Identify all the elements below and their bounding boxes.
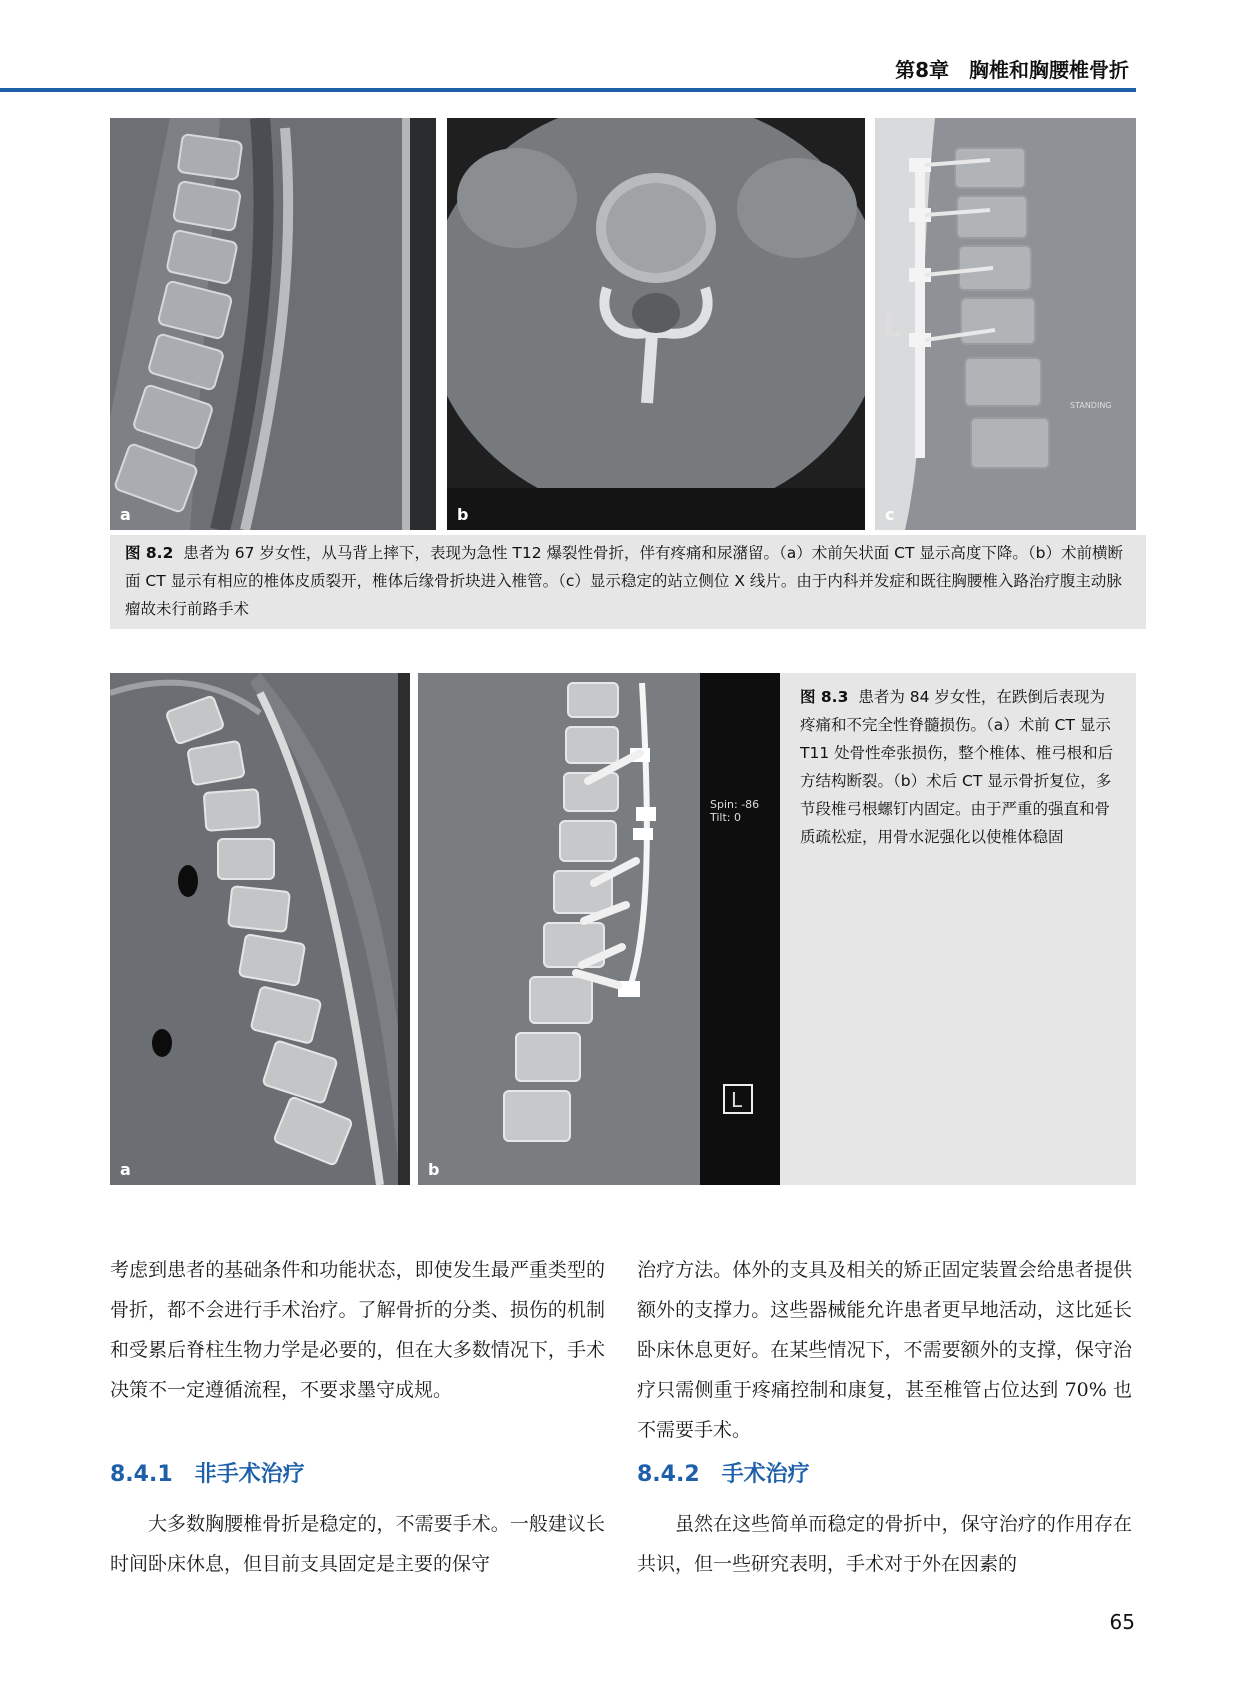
section-8-4-2-heading (637, 1457, 810, 1488)
xray-l-marker: L (883, 309, 903, 344)
panel-label-b-fig3: b (428, 1160, 440, 1179)
figure-8-3-panel-b (418, 673, 780, 1185)
figure-8-2-number: 图 8.2 (125, 544, 174, 562)
sagittal-ct-image (110, 118, 436, 530)
postop-sagittal-ct-image (418, 673, 780, 1185)
preop-sagittal-ct-image (110, 673, 410, 1185)
xray-standing-text: STANDING (1070, 401, 1112, 410)
panel-label-b: b (457, 505, 469, 524)
section-8-4-2-number: 8.4.2 (637, 1462, 700, 1487)
header-rule (0, 88, 1136, 92)
section-8-4-2-text: 虽然在这些简单而稳定的骨折中，保守治疗的作用存在共识，但一些研究表明，手术对于外在因素的 (637, 1513, 1132, 1575)
figure-8-3-panel-a (110, 673, 410, 1185)
chapter-header: 第8章 胸椎和胸腰椎骨折 (895, 58, 1129, 82)
page-number: 65 (1109, 1610, 1135, 1634)
section-8-4-1-heading (110, 1457, 305, 1488)
section-8-4-1-text: 大多数胸腰椎骨折是稳定的，不需要手术。一般建议长时间卧床休息，但目前支具固定是主要的保守 (110, 1513, 605, 1575)
figure-8-2-panel-c (875, 118, 1136, 530)
spin-text: Spin: -86 (710, 798, 760, 811)
panel-label-a: a (120, 505, 131, 524)
figure-8-2-panel-b (447, 118, 865, 530)
figure-8-3-caption-text: 患者为 84 岁女性，在跌倒后表现为疼痛和不完全性脊髓损伤。（a）术前 CT 显示 T11 处骨性牵张损伤，整个椎体、椎弓根和后方结构断裂。（b）术后 CT 显示骨折复位，多节段椎弓根螺钉内固定。由于严重的强直和骨质疏松症，用骨水泥强化以使椎体稳固 (800, 688, 1114, 846)
lateral-xray-image (875, 118, 1136, 530)
section-8-4-1-number: 8.4.1 (110, 1462, 173, 1487)
figure-8-2-caption (110, 535, 1146, 629)
figure-8-2-caption-text: 患者为 67 岁女性，从马背上摔下，表现为急性 T12 爆裂性骨折，伴有疼痛和尿潴留。（a）术前矢状面 CT 显示高度下降。（b）术前横断面 CT 显示有相应的椎体皮质裂开，椎体后缘骨折块进入椎管。（c）显示稳定的站立侧位 X 线片。由于内科并发症和既往胸腰椎入路治疗腹主动脉瘤故未行前路手术 (125, 544, 1123, 618)
figure-8-3-caption (780, 673, 1136, 1185)
panel-label-c: c (885, 505, 895, 524)
section-8-4-2-title: 手术治疗 (721, 1462, 810, 1487)
section-8-4-1-title: 非手术治疗 (194, 1462, 305, 1487)
right-body-paragraph: 治疗方法。体外的支具及相关的矫正固定装置会给患者提供额外的支撑力。这些器械能允许患者更早地活动，这比延长卧床休息更好。在某些情况下，不需要额外的支撑，保守治疗只需侧重于疼痛控制和康复，甚至椎管占位达到 70% 也不需要手术。 (637, 1259, 1132, 1441)
figure-8-3-number: 图 8.3 (800, 688, 849, 706)
orientation-marker: L (731, 1088, 743, 1112)
panel-label-a-fig3: a (120, 1160, 131, 1179)
axial-ct-image (447, 118, 865, 530)
figure-8-2-panel-a (110, 118, 436, 530)
xray-small-text: PAP (885, 349, 900, 358)
tilt-text: Tilt: 0 (710, 811, 742, 824)
left-body-paragraph: 考虑到患者的基础条件和功能状态，即使发生最严重类型的骨折，都不会进行手术治疗。了解骨折的分类、损伤的机制和受累后脊柱生物力学是必要的，但在大多数情况下，手术决策不一定遵循流程，不要求墨守成规。 (110, 1259, 605, 1401)
